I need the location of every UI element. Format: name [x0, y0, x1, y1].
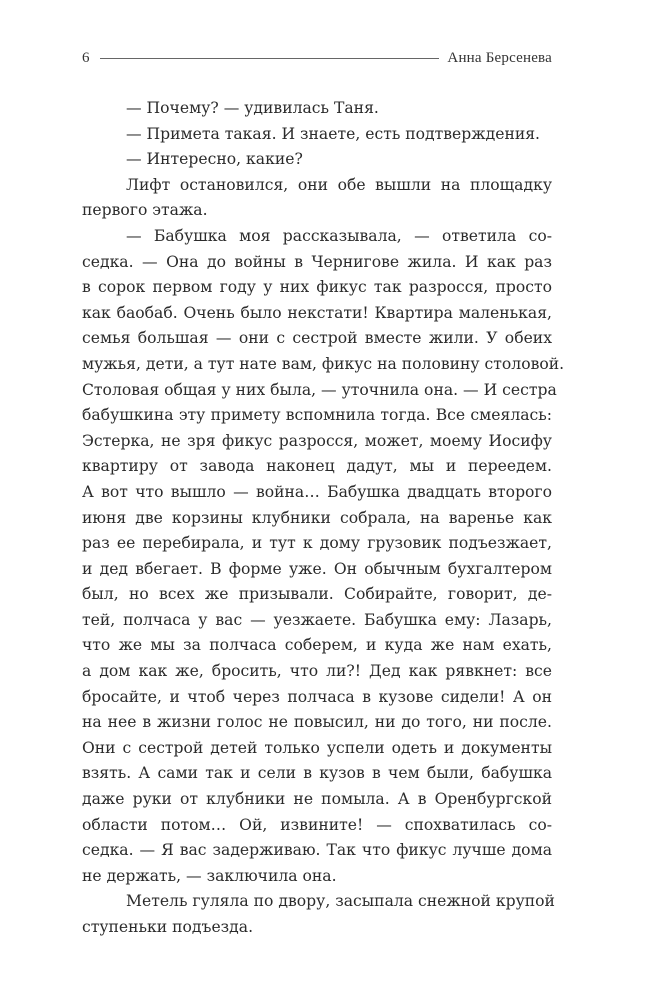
paragraph: [82, 224, 565, 889]
paragraph: [82, 96, 552, 122]
text-line: первого этажа.: [82, 201, 208, 220]
text-line: бабушкина эту примету вспомнила тогда. Все смеялась:: [82, 406, 552, 425]
page-number: 6: [82, 49, 90, 66]
text-line: Лифт остановился, они обе вышли на площадку: [126, 175, 552, 194]
text-line: мужья, дети, а тут нате вам, фикус на половину столовой.: [82, 354, 565, 373]
text-line: не держать, — заключила она.: [82, 866, 337, 885]
text-line: на нее в жизни голос не повысил, ни до того, ни после.: [82, 713, 552, 732]
text-line: тей, полчаса у вас — уезжаете. Бабушка ему: Лазарь,: [82, 610, 552, 629]
text-line: раз ее перебирала, и тут к дому грузовик подъезжает,: [82, 534, 552, 553]
text-line: седка. — Она до войны в Чернигове жила. И как раз: [82, 252, 552, 271]
text-line: был, но всех же призывали. Собирайте, говорит, де-: [82, 585, 552, 604]
text-line: а дом как же, бросить, что ли?! Дед как рявкнет: все: [82, 662, 552, 681]
text-line: седка. — Я вас задерживаю. Так что фикус лучше дома: [82, 841, 552, 860]
text-line: Они с сестрой детей только успели одеть и документы: [82, 738, 552, 757]
paragraph: [82, 147, 552, 173]
text-line: А вот что вышло — война… Бабушка двадцать второго: [82, 482, 552, 501]
text-line: Эстерка, не зря фикус разросся, может, моему Иосифу: [82, 431, 552, 450]
text-line: даже руки от клубники не помыла. А в Оренбургской: [82, 790, 552, 809]
text-line: — Примета такая. И знаете, есть подтверждения.: [126, 124, 541, 143]
text-line: в сорок первом году у них фикус так разросся, просто: [82, 278, 552, 297]
paragraph: [82, 889, 555, 940]
text-line: — Почему? — удивилась Таня.: [126, 99, 379, 117]
text-line: — Интересно, какие?: [126, 150, 303, 169]
text-line: и дед вбегает. В форме уже. Он обычным бухгалтером: [82, 559, 552, 578]
paragraph: [82, 122, 552, 148]
running-header: [82, 46, 552, 70]
body-text: [82, 96, 565, 941]
text-line: июня две корзины клубники собрала, на варенье как: [82, 508, 552, 527]
text-line: области потом… Ой, извините! — спохватилась со-: [82, 815, 552, 834]
paragraph: [82, 173, 552, 224]
text-line: что же мы за полчаса соберем, и куда же нам ехать,: [82, 636, 552, 655]
text-line: — Бабушка моя рассказывала, — ответила со-: [126, 226, 552, 245]
text-line: Столовая общая у них была, — уточнила она. — И сестра: [82, 380, 557, 399]
text-line: Метель гуляла по двору, засыпала снежной крупой: [126, 892, 555, 911]
text-line: как баобаб. Очень было некстати! Квартира маленькая,: [82, 303, 552, 322]
text-line: семья большая — они с сестрой вместе жили. У обеих: [82, 329, 552, 348]
author-name: Анна Берсенева: [447, 49, 552, 66]
text-line: ступеньки подъезда.: [82, 918, 254, 936]
text-line: квартиру от завода наконец дадут, мы и переедем.: [82, 457, 552, 476]
text-line: бросайте, и чтоб через полчаса в кузове сидели! А он: [82, 687, 552, 706]
header-rule: [100, 58, 440, 59]
text-line: взять. А сами так и сели в кузов в чем были, бабушка: [82, 764, 552, 783]
